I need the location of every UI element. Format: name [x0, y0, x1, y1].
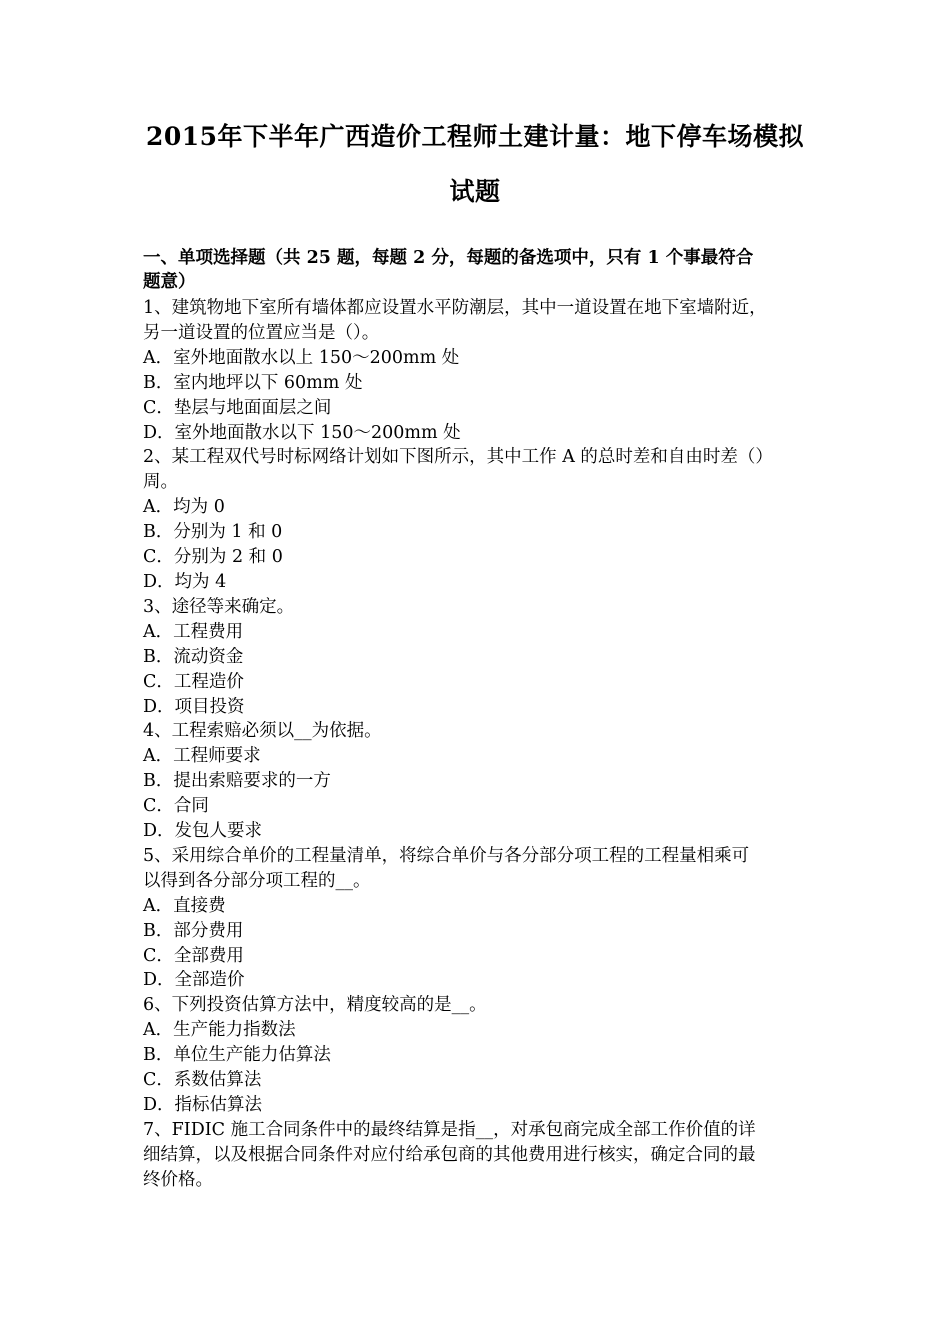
answer-option: C．工程造价 — [143, 671, 244, 692]
answer-option: D．发包人要求 — [143, 821, 263, 842]
answer-option: B．提出索赔要求的一方 — [143, 771, 331, 792]
question-text-line: 1、建筑物地下室所有墙体都应设置水平防潮层，其中一道设置在地下室墙附近， — [143, 298, 767, 318]
question-text-line: 另一道设置的位置应当是（）。 — [143, 322, 380, 343]
question-text-line: 4、工程索赔必须以__为依据。 — [143, 721, 382, 742]
question-text-line: 周。 — [143, 472, 178, 493]
answer-option: A．均为 0 — [143, 497, 225, 518]
answer-option: A．工程费用 — [143, 621, 244, 642]
answer-option: C．分别为 2 和 0 — [143, 547, 283, 568]
question-text-line: 2、某工程双代号时标网络计划如下图所示，其中工作 A 的总时差和自由时差（） — [143, 447, 773, 468]
answer-option: A．直接费 — [143, 895, 226, 916]
document-title-line1: 2015年下半年广西造价工程师土建计量：地下停车场模拟 — [145, 122, 805, 151]
answer-option: B．部分费用 — [143, 920, 244, 941]
answer-option: B．流动资金 — [143, 646, 244, 667]
answer-option: D．均为 4 — [143, 571, 227, 592]
answer-option: A．工程师要求 — [143, 746, 261, 767]
question-text-line: 6、下列投资估算方法中，精度较高的是__。 — [143, 995, 487, 1016]
answer-option: D．全部造价 — [143, 970, 245, 991]
answer-option: C．合同 — [143, 796, 209, 817]
answer-option: C．系数估算法 — [143, 1070, 262, 1091]
question-text-line: 7、FIDIC 施工合同条件中的最终结算是指__，对承包商完成全部工作价值的详 — [143, 1119, 756, 1140]
answer-option: B．分别为 1 和 0 — [143, 522, 283, 543]
answer-option: A．生产能力指数法 — [143, 1020, 296, 1041]
answer-option: C．全部费用 — [143, 945, 244, 966]
question-text-line: 3、途径等来确定。 — [143, 596, 295, 617]
answer-option: B．室内地坪以下 60mm 处 — [143, 372, 363, 393]
question-item — [143, 296, 811, 445]
answer-option: B．单位生产能力估算法 — [143, 1045, 331, 1066]
question-item — [143, 445, 811, 594]
question-text-line: 终价格。 — [143, 1169, 213, 1190]
section-heading-line1: 一、单项选择题（共 25 题，每题 2 分，每题的备选项中，只有 1 个事最符合 — [143, 248, 754, 268]
question-item — [143, 993, 811, 1118]
document-title-line2: 试题 — [449, 177, 501, 206]
section-heading-line2: 题意） — [143, 272, 196, 292]
question-item — [143, 719, 811, 844]
answer-option: C．垫层与地面面层之间 — [143, 397, 332, 418]
answer-option: A．室外地面散水以上 150～200mm 处 — [143, 347, 460, 368]
section-heading — [143, 246, 811, 294]
question-list — [143, 296, 811, 1193]
question-text-line: 细结算，以及根据合同条件对应付给承包商的其他费用进行核实，确定合同的最 — [143, 1144, 756, 1165]
question-item — [143, 1118, 811, 1193]
answer-option: D．项目投资 — [143, 696, 245, 717]
answer-option: D．指标估算法 — [143, 1095, 263, 1115]
question-item — [143, 844, 811, 993]
answer-option: D．室外地面散水以下 150～200mm 处 — [143, 422, 461, 443]
question-text-line: 5、采用综合单价的工程量清单，将综合单价与各分部分项工程的工程量相乘可 — [143, 845, 750, 866]
question-text-line: 以得到各分部分项工程的__。 — [143, 870, 371, 891]
question-item — [143, 595, 811, 720]
